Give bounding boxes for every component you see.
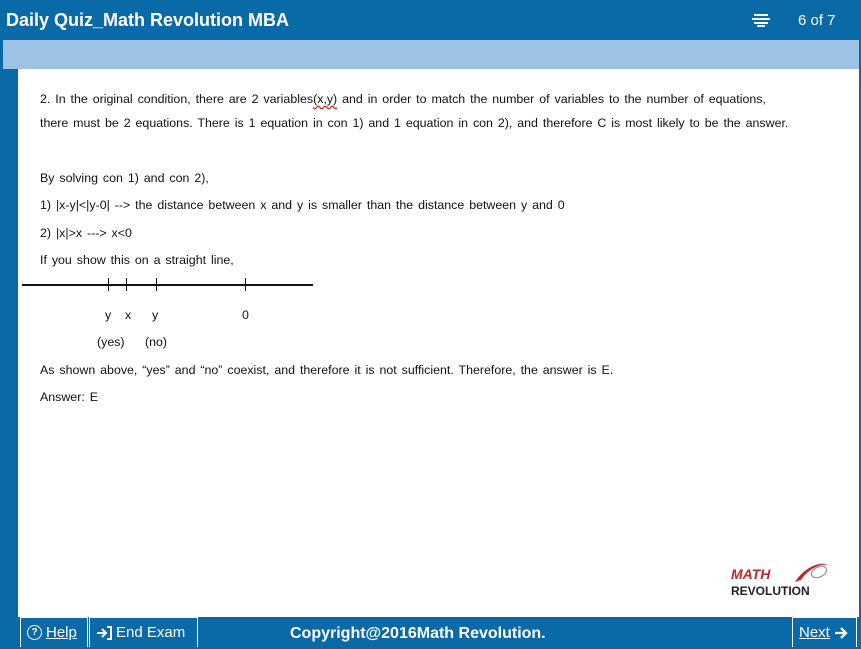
solution-panel [18, 69, 859, 617]
end-exam-button[interactable] [89, 617, 198, 647]
solution-paragraph-line1: 2. In the original condition, there are 2 variables(x,y) and in order to match the number of variables to the number of equations, [40, 92, 766, 106]
math-revolution-logo [731, 560, 831, 600]
list-icon[interactable] [752, 13, 770, 27]
condition-1: 1) |x-y|<|y-0| --> the distance between x and y is smaller than the distance between y and 0 [40, 198, 565, 212]
end-exam-label: End Exam [116, 624, 186, 641]
answer: Answer: E [40, 390, 98, 404]
help-label: Help [46, 624, 77, 641]
logo-text-math: MATH [731, 566, 771, 582]
number-line-tick [245, 278, 246, 291]
conclusion: As shown above, “yes” and “no” coexist, and therefore it is not sufficient. Therefore, the answer is E. [40, 363, 614, 377]
toolbar-strip [3, 40, 859, 69]
number-line-label-y: y [105, 308, 112, 322]
footer-bar [0, 617, 861, 649]
number-line-label-x: x [125, 308, 132, 322]
straight-line-intro: If you show this on a straight line, [40, 253, 234, 267]
help-button[interactable] [20, 617, 88, 647]
number-line [22, 284, 313, 286]
number-line-tick [126, 278, 127, 291]
condition-2: 2) |x|>x ---> x<0 [40, 226, 132, 240]
app-title: Daily Quiz_Math Revolution MBA [6, 10, 290, 30]
variables-xy: (x,y) [313, 92, 338, 106]
number-line-tick [156, 278, 157, 291]
next-button[interactable] [792, 617, 857, 647]
solving-intro: By solving con 1) and con 2), [40, 171, 209, 185]
title-bar [0, 0, 861, 40]
number-line-label-y: y [152, 308, 159, 322]
arrow-right-icon [834, 626, 848, 640]
next-label: Next [799, 624, 830, 641]
label-no: (no) [145, 335, 168, 349]
logo-text-revolution: REVOLUTION [731, 584, 810, 598]
copyright-text: Copyright@2016Math Revolution. [290, 625, 546, 642]
number-line-label-zero: 0 [242, 308, 249, 322]
exit-icon [96, 626, 112, 640]
number-line-tick [108, 278, 109, 291]
label-yes: (yes) [97, 335, 125, 349]
solution-paragraph-line2: there must be 2 equations. There is 1 equation in con 1) and 1 equation in con 2), and therefore C is most likely to be the answer. [40, 116, 789, 130]
help-icon: ? [27, 625, 42, 640]
page-counter: 6 of 7 [798, 12, 836, 29]
